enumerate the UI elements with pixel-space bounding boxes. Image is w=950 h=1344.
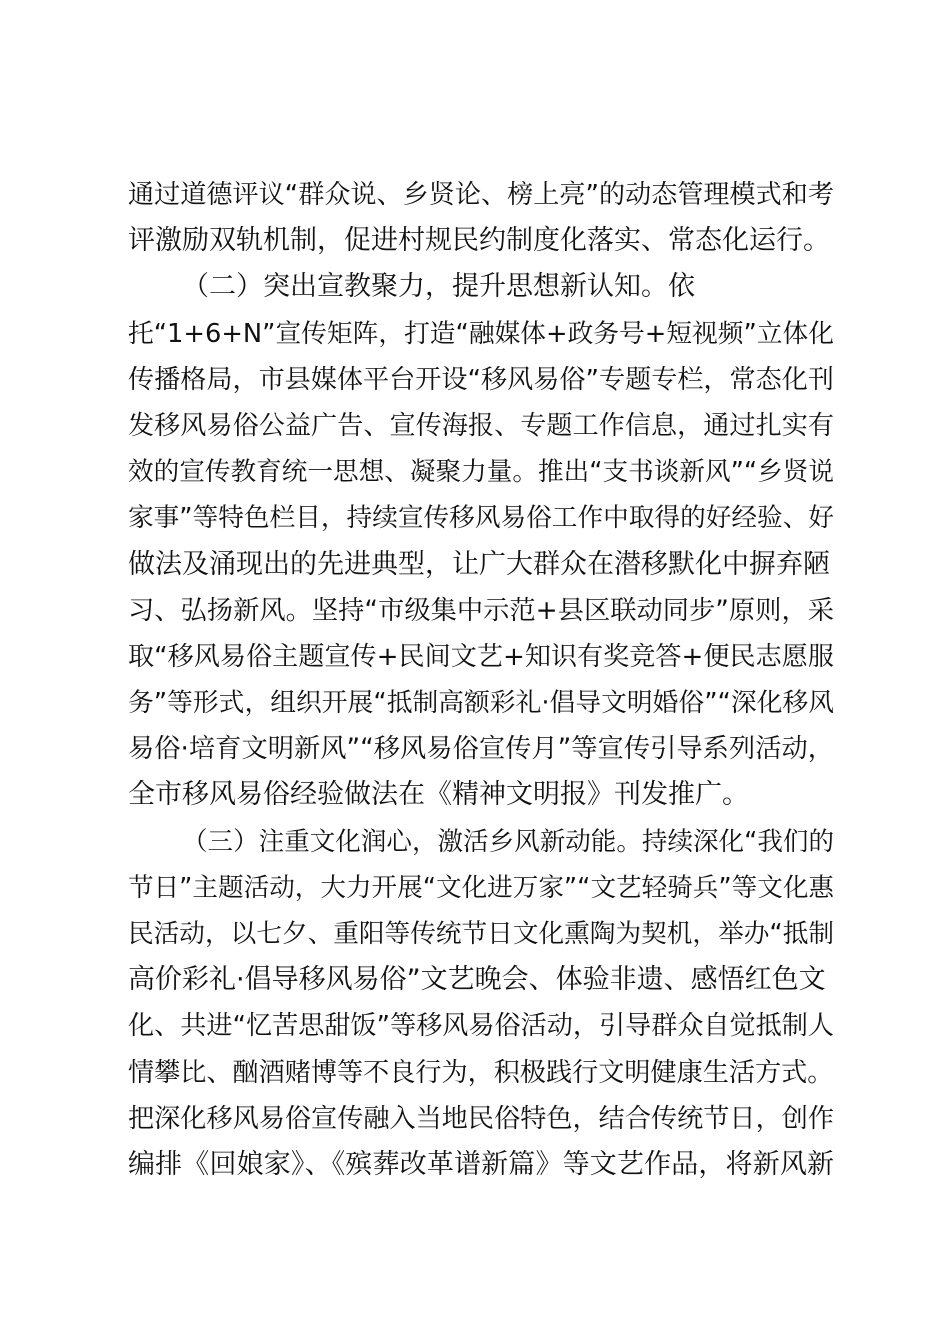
text-line: 编排《回娘家》、《殡葬改革谱新篇》等文艺作品，将新风新	[128, 1148, 834, 1180]
text-line: 民活动，以七夕、重阳等传统节日文化熏陶为契机，举办“抵制	[128, 919, 834, 949]
text-line: 效的宣传教育统一思想、凝聚力量。推出“支书谈新风”“乡贤说	[128, 457, 834, 488]
section-heading-line: （三）注重文化润心，激活乡风新动能。持续深化“我们的	[182, 826, 834, 857]
text-line: 取“移风易俗主题宣传+民间文艺+知识有奖竞答+便民志愿服	[128, 641, 834, 672]
text-line: 易俗·培育文明新风”“移风易俗宣传月”等宣传引导系列活动，	[128, 734, 834, 765]
text-line: 节日”主题活动，大力开展“文化进万家”“文艺轻骑兵”等文化惠	[128, 872, 834, 903]
text-line: 情攀比、酗酒赌博等不良行为，积极践行文明健康生活方式。	[128, 1057, 834, 1088]
text-line: 做法及涌现出的先进典型，让广大群众在潜移默化中摒弃陋	[128, 548, 830, 580]
text-line: 托“1+6+N”宣传矩阵，打造“融媒体+政务号+短视频”立体化	[128, 318, 834, 349]
text-line: 评激励双轨机制，促进村规民约制度化落实、常态化运行。	[128, 225, 830, 257]
text-line: 务”等形式，组织开展“抵制高额彩礼·倡导文明婚俗”“深化移风	[128, 688, 834, 719]
text-line: 高价彩礼·倡导移风易俗”文艺晚会、体验非遗、感悟红色文	[128, 964, 826, 996]
section-heading-line: （二）突出宣教聚力，提升思想新认知。依	[182, 271, 695, 303]
text-line: 发移风易俗公益广告、宣传海报、专题工作信息，通过扎实有	[128, 410, 834, 441]
text-line: 把深化移风易俗宣传融入当地民俗特色，结合传统节日，创作	[128, 1103, 834, 1134]
text-line: 传播格局，市县媒体平台开设“移风易俗”专题专栏，常态化刊	[128, 364, 834, 395]
text-line: 家事”等特色栏目，持续宣传移风易俗工作中取得的好经验、好	[128, 503, 834, 534]
body-text	[128, 172, 834, 1188]
text-line: 化、共进“忆苦思甜饭”等移风易俗活动，引导群众自觉抵制人	[128, 1011, 834, 1042]
text-line: 习、弘扬新风。坚持“市级集中示范+县区联动同步”原则，采	[128, 595, 834, 626]
text-line: 全市移风易俗经验做法在《精神文明报》刊发推广。	[128, 779, 749, 811]
text-line: 通过道德评议“群众说、乡贤论、榜上亮”的动态管理模式和考	[128, 180, 834, 210]
